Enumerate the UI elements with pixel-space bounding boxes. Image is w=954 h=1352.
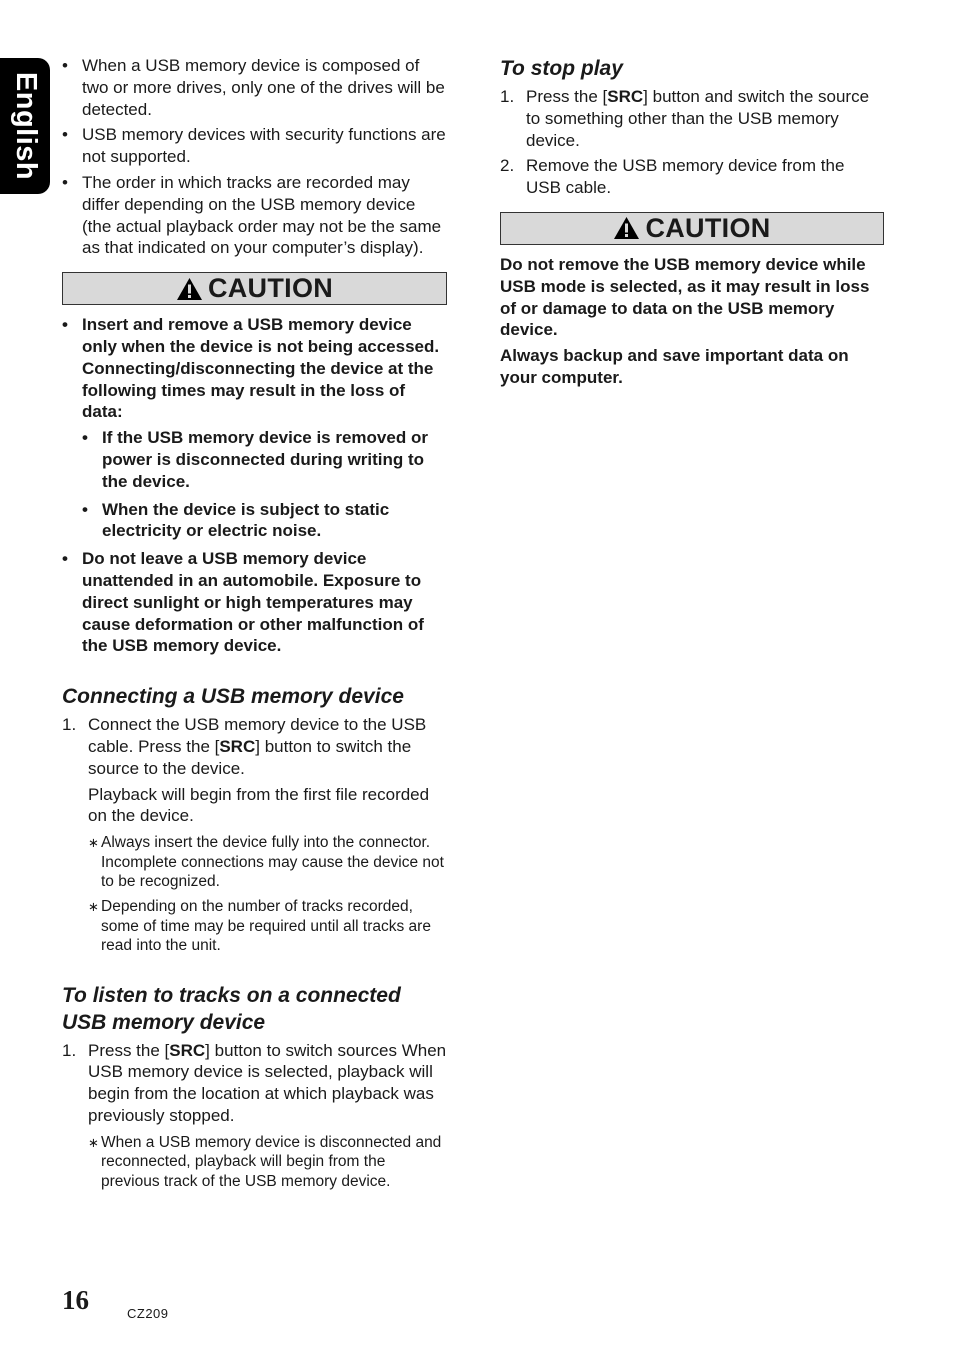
note: [88, 897, 447, 955]
section-heading-stop: To stop play: [500, 57, 623, 80]
caution-text: Insert and remove a USB memory device only when the device is not being accessed. Connecting/disconnecting the device at the following times may result in the loss of data:: [82, 315, 440, 422]
step-text: Press the [: [88, 1040, 170, 1060]
language-tab: [0, 58, 50, 194]
list-item: [62, 1040, 447, 1191]
model-code: CZ209: [127, 1306, 169, 1321]
warning-triangle-icon: [176, 277, 203, 301]
step-number: 2.: [500, 156, 515, 176]
caution-sub-list: [82, 427, 447, 542]
list-item: [500, 86, 884, 151]
key-label-src: SRC: [169, 1040, 206, 1060]
step-text: ] button and switch the source to something other than the USB memory device.: [526, 87, 870, 150]
caution-banner: [500, 212, 884, 245]
list-item: • When the device is subject to static electricity or electric noise.: [82, 499, 447, 543]
section-heading-listen: To listen to tracks on a connected USB memory device: [62, 983, 401, 1034]
intro-bullet-list: [62, 55, 447, 259]
caution-bullet-list: [62, 314, 447, 657]
list-item: • The order in which tracks are recorded may differ depending on the USB memory device (the actual playback order may not be the same as that indicated on your computer’s display).: [62, 172, 447, 259]
note-mark: ∗: [88, 1134, 99, 1150]
warning-triangle-icon: [613, 216, 640, 240]
step-text: ] button to switch sources When USB memory device is selected, playback will begin from the location at which playback was previously stopped.: [88, 1040, 447, 1125]
key-label-src: SRC: [607, 87, 644, 106]
step-number: 1.: [62, 715, 77, 735]
step-text: Connect the USB memory device to the USB cable. Press the [: [88, 715, 427, 756]
note-mark: ∗: [88, 835, 99, 851]
list-item: • When a USB memory device is composed of two or more drives, only one of the drives will be detected.: [62, 55, 447, 120]
step-number: 1.: [500, 87, 515, 106]
section-heading-connecting: Connecting a USB memory device: [62, 685, 404, 709]
connecting-steps: [62, 714, 447, 955]
list-item: • If the USB memory device is removed or power is disconnected during writing to the device.: [82, 427, 447, 492]
note: [88, 1133, 447, 1191]
list-item: [62, 314, 447, 542]
note-text: Always insert the device fully into the connector. Incomplete connections may cause the device not to be recognized.: [101, 834, 444, 890]
step-text: Remove the USB memory device from the USB cable.: [526, 156, 845, 198]
caution-banner: [62, 272, 447, 305]
list-item: • USB memory devices with security functions are not supported.: [62, 124, 447, 168]
caution-label: CAUTION: [645, 212, 771, 243]
caution-label: CAUTION: [207, 272, 334, 303]
note-text: When a USB memory device is disconnected and reconnected, playback will begin from the previous track of the USB memory device.: [101, 1133, 442, 1190]
listen-steps: [62, 1040, 447, 1191]
list-item: [500, 155, 884, 199]
step-text: Press the [: [526, 87, 608, 106]
language-tab-label: English: [9, 71, 42, 181]
list-item: • Do not leave a USB memory device unattended in an automobile. Exposure to direct sunlight or high temperatures may cause deformation or other malfunction of the USB memory device.: [62, 548, 447, 657]
note-text: Depending on the number of tracks recorded, some of time may be required until all tracks are read into the unit.: [101, 898, 431, 955]
key-label-src: SRC: [219, 736, 256, 756]
step-number: 1.: [62, 1040, 77, 1060]
note-mark: ∗: [88, 899, 99, 915]
step-text: ] button to switch the source to the device.: [88, 736, 412, 778]
caution-paragraph: Always backup and save important data on your computer.: [500, 346, 849, 387]
page-number: 16: [62, 1285, 89, 1315]
left-column: [62, 55, 447, 1195]
stop-steps: [500, 86, 884, 199]
caution-paragraph: Do not remove the USB memory device while USB mode is selected, as it may result in loss of or damage to data on the USB memory device.: [500, 254, 870, 340]
step-paragraph: Playback will begin from the first file recorded on the device.: [88, 784, 430, 826]
list-item: [62, 714, 447, 955]
note: [88, 833, 447, 891]
right-column: [500, 55, 884, 389]
